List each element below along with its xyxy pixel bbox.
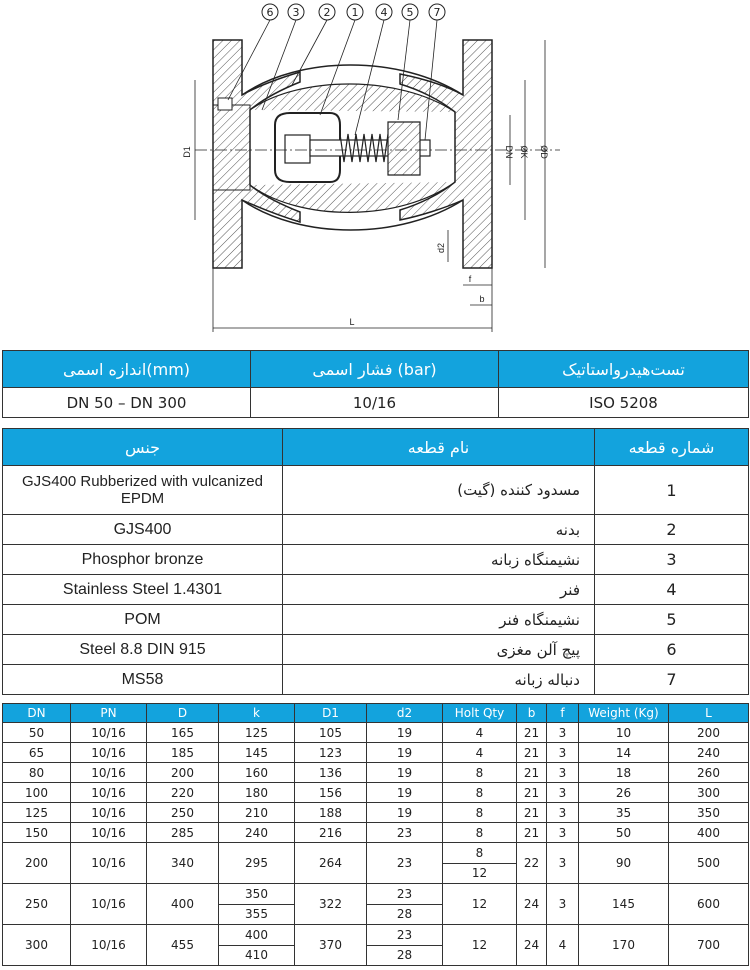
cell: 295 — [219, 843, 295, 884]
cell: 8 — [443, 823, 517, 843]
material-cell: Phosphor bronze — [3, 545, 283, 575]
dim-header-cell: Weight (Kg) — [579, 704, 669, 723]
part-number-cell: 5 — [595, 605, 749, 635]
cell: 80 — [3, 763, 71, 783]
cell: 65 — [3, 743, 71, 763]
cell: 24 — [517, 925, 547, 966]
cell: 220 — [147, 783, 219, 803]
header-nominal-size: اندازه اسمی(mm) — [3, 351, 251, 388]
dim-b: b — [479, 294, 485, 304]
cell: 8 — [443, 803, 517, 823]
cell: 10/16 — [71, 743, 147, 763]
cell: 500 — [669, 843, 749, 884]
dim-header-cell: k — [219, 704, 295, 723]
svg-text:1: 1 — [351, 6, 359, 19]
cell: 23 — [367, 884, 443, 905]
spec-table — [2, 350, 749, 418]
cell: 3 — [547, 763, 579, 783]
cell: 170 — [579, 925, 669, 966]
dim-header-cell: d2 — [367, 704, 443, 723]
dim-header-cell: f — [547, 704, 579, 723]
parts-table — [2, 428, 749, 695]
cell: 400 — [669, 823, 749, 843]
dim-header-cell: D — [147, 704, 219, 723]
svg-text:7: 7 — [433, 6, 441, 19]
cell: 3 — [547, 803, 579, 823]
cell: 10/16 — [71, 763, 147, 783]
material-cell: Steel 8.8 DIN 915 — [3, 635, 283, 665]
cell: 28 — [367, 945, 443, 966]
cell: 24 — [517, 884, 547, 925]
dim-header-cell: PN — [71, 704, 147, 723]
cell: 125 — [219, 723, 295, 743]
cell: 180 — [219, 783, 295, 803]
part-number-cell: 4 — [595, 575, 749, 605]
dimensions-table — [2, 703, 749, 966]
cell: 200 — [3, 843, 71, 884]
cell: 12 — [443, 863, 517, 884]
table-row — [3, 575, 749, 605]
dim-D: ØD — [539, 145, 549, 159]
cell: 700 — [669, 925, 749, 966]
cell: 12 — [443, 884, 517, 925]
cell: 355 — [219, 904, 295, 925]
cell: 188 — [295, 803, 367, 823]
cell: 35 — [579, 803, 669, 823]
cell: 340 — [147, 843, 219, 884]
part-name-cell: مسدود کننده (گیت) — [283, 466, 595, 515]
cell: 150 — [3, 823, 71, 843]
material-cell: POM — [3, 605, 283, 635]
table-row — [3, 884, 749, 905]
header-material: جنس — [3, 429, 283, 466]
header-hydrostatic-test: تست‌هیدرواستاتیک — [499, 351, 749, 388]
part-number-cell: 3 — [595, 545, 749, 575]
cell: 3 — [547, 783, 579, 803]
part-name-cell: فنر — [283, 575, 595, 605]
part-number-cell: 6 — [595, 635, 749, 665]
material-cell: GJS400 Rubberized with vulcanized EPDM — [3, 466, 283, 515]
table-row — [3, 783, 749, 803]
svg-text:4: 4 — [380, 6, 388, 19]
dim-D1: D1 — [182, 146, 192, 158]
cell: 22 — [517, 843, 547, 884]
table-row — [3, 743, 749, 763]
table-row — [3, 635, 749, 665]
cell: 105 — [295, 723, 367, 743]
cell: 23 — [367, 823, 443, 843]
cell: 8 — [443, 763, 517, 783]
cell: 185 — [147, 743, 219, 763]
dim-header-cell: Holt Qty — [443, 704, 517, 723]
svg-text:5: 5 — [406, 6, 414, 19]
cell: 90 — [579, 843, 669, 884]
dim-header-cell: b — [517, 704, 547, 723]
cell: 123 — [295, 743, 367, 763]
part-name-cell: پیچ آلن مغزی — [283, 635, 595, 665]
cell: 370 — [295, 925, 367, 966]
callout-3 — [288, 4, 304, 20]
dim-DN: DN — [504, 145, 514, 159]
table-row — [3, 925, 749, 946]
cell: 12 — [443, 925, 517, 966]
table-row — [3, 605, 749, 635]
cell: 28 — [367, 904, 443, 925]
material-cell: MS58 — [3, 665, 283, 695]
cell: 14 — [579, 743, 669, 763]
table-row — [3, 545, 749, 575]
cell: 156 — [295, 783, 367, 803]
cell: 10/16 — [71, 723, 147, 743]
cell: 10 — [579, 723, 669, 743]
cell: 50 — [3, 723, 71, 743]
value-nominal-pressure: 10/16 — [251, 388, 499, 418]
cell: 10/16 — [71, 843, 147, 884]
cell: 455 — [147, 925, 219, 966]
dim-f: f — [468, 274, 472, 284]
dim-header-cell: L — [669, 704, 749, 723]
cell: 400 — [147, 884, 219, 925]
part-name-cell: نشیمنگاه فنر — [283, 605, 595, 635]
cell: 21 — [517, 723, 547, 743]
part-name-cell: بدنه — [283, 515, 595, 545]
callout-6 — [262, 4, 278, 20]
table-row — [3, 515, 749, 545]
cell: 240 — [669, 743, 749, 763]
table-row — [3, 665, 749, 695]
cell: 10/16 — [71, 823, 147, 843]
cell: 10/16 — [71, 925, 147, 966]
cell: 10/16 — [71, 783, 147, 803]
cell: 100 — [3, 783, 71, 803]
cell: 322 — [295, 884, 367, 925]
cell: 21 — [517, 743, 547, 763]
cell: 19 — [367, 763, 443, 783]
cell: 240 — [219, 823, 295, 843]
table-row — [3, 723, 749, 743]
cell: 21 — [517, 823, 547, 843]
header-part-number: شماره قطعه — [595, 429, 749, 466]
cell: 410 — [219, 945, 295, 966]
callout-5 — [402, 4, 418, 20]
header-nominal-pressure: فشار اسمی (bar) — [251, 351, 499, 388]
part-name-cell: نشیمنگاه زبانه — [283, 545, 595, 575]
svg-text:6: 6 — [266, 6, 274, 19]
cell: 19 — [367, 783, 443, 803]
cell: 350 — [669, 803, 749, 823]
table-row — [3, 803, 749, 823]
material-cell: GJS400 — [3, 515, 283, 545]
cell: 300 — [3, 925, 71, 966]
callout-4 — [376, 4, 392, 20]
cell: 200 — [669, 723, 749, 743]
cell: 210 — [219, 803, 295, 823]
material-cell: Stainless Steel 1.4301 — [3, 575, 283, 605]
cell: 50 — [579, 823, 669, 843]
cell: 216 — [295, 823, 367, 843]
cell: 200 — [147, 763, 219, 783]
header-part-name: نام قطعه — [283, 429, 595, 466]
cell: 21 — [517, 783, 547, 803]
table-row — [3, 466, 749, 515]
part-number-cell: 1 — [595, 466, 749, 515]
cell: 23 — [367, 925, 443, 946]
dimensions-header-row — [3, 704, 749, 723]
cell: 4 — [443, 743, 517, 763]
part-name-cell: دنباله زبانه — [283, 665, 595, 695]
cell: 136 — [295, 763, 367, 783]
callout-1 — [347, 4, 363, 20]
cell: 21 — [517, 803, 547, 823]
cell: 145 — [579, 884, 669, 925]
callout-labels — [262, 4, 445, 20]
cell: 400 — [219, 925, 295, 946]
table-row — [3, 843, 749, 864]
dim-header-cell: DN — [3, 704, 71, 723]
cell: 125 — [3, 803, 71, 823]
valve-cross-section-drawing — [0, 0, 750, 345]
cell: 4 — [547, 925, 579, 966]
cell: 8 — [443, 843, 517, 864]
cell: 8 — [443, 783, 517, 803]
part-number-cell: 2 — [595, 515, 749, 545]
value-hydrostatic-test: ISO 5208 — [499, 388, 749, 418]
cell: 285 — [147, 823, 219, 843]
table-row — [3, 763, 749, 783]
cell: 4 — [443, 723, 517, 743]
cell: 10/16 — [71, 803, 147, 823]
part-number-cell: 7 — [595, 665, 749, 695]
dim-header-cell: D1 — [295, 704, 367, 723]
cell: 26 — [579, 783, 669, 803]
cell: 165 — [147, 723, 219, 743]
cell: 3 — [547, 884, 579, 925]
cell: 10/16 — [71, 884, 147, 925]
spring-seat — [388, 122, 420, 175]
cell: 350 — [219, 884, 295, 905]
cell: 18 — [579, 763, 669, 783]
value-nominal-size: DN 50 – DN 300 — [3, 388, 251, 418]
dim-K: ØK — [519, 145, 529, 159]
cell: 23 — [367, 843, 443, 884]
callout-7 — [429, 4, 445, 20]
dim-L: L — [349, 317, 355, 327]
svg-text:3: 3 — [292, 6, 300, 19]
cell: 160 — [219, 763, 295, 783]
cell: 250 — [3, 884, 71, 925]
cell: 19 — [367, 723, 443, 743]
callout-2 — [319, 4, 335, 20]
cell: 600 — [669, 884, 749, 925]
cell: 250 — [147, 803, 219, 823]
dim-d2: d2 — [436, 242, 446, 254]
cell: 19 — [367, 803, 443, 823]
cell: 19 — [367, 743, 443, 763]
cell: 3 — [547, 743, 579, 763]
cell: 3 — [547, 723, 579, 743]
cell: 21 — [517, 763, 547, 783]
cell: 300 — [669, 783, 749, 803]
svg-text:2: 2 — [323, 6, 331, 19]
cell: 3 — [547, 823, 579, 843]
cell: 260 — [669, 763, 749, 783]
cell: 145 — [219, 743, 295, 763]
table-row — [3, 823, 749, 843]
cell: 3 — [547, 843, 579, 884]
cell: 264 — [295, 843, 367, 884]
